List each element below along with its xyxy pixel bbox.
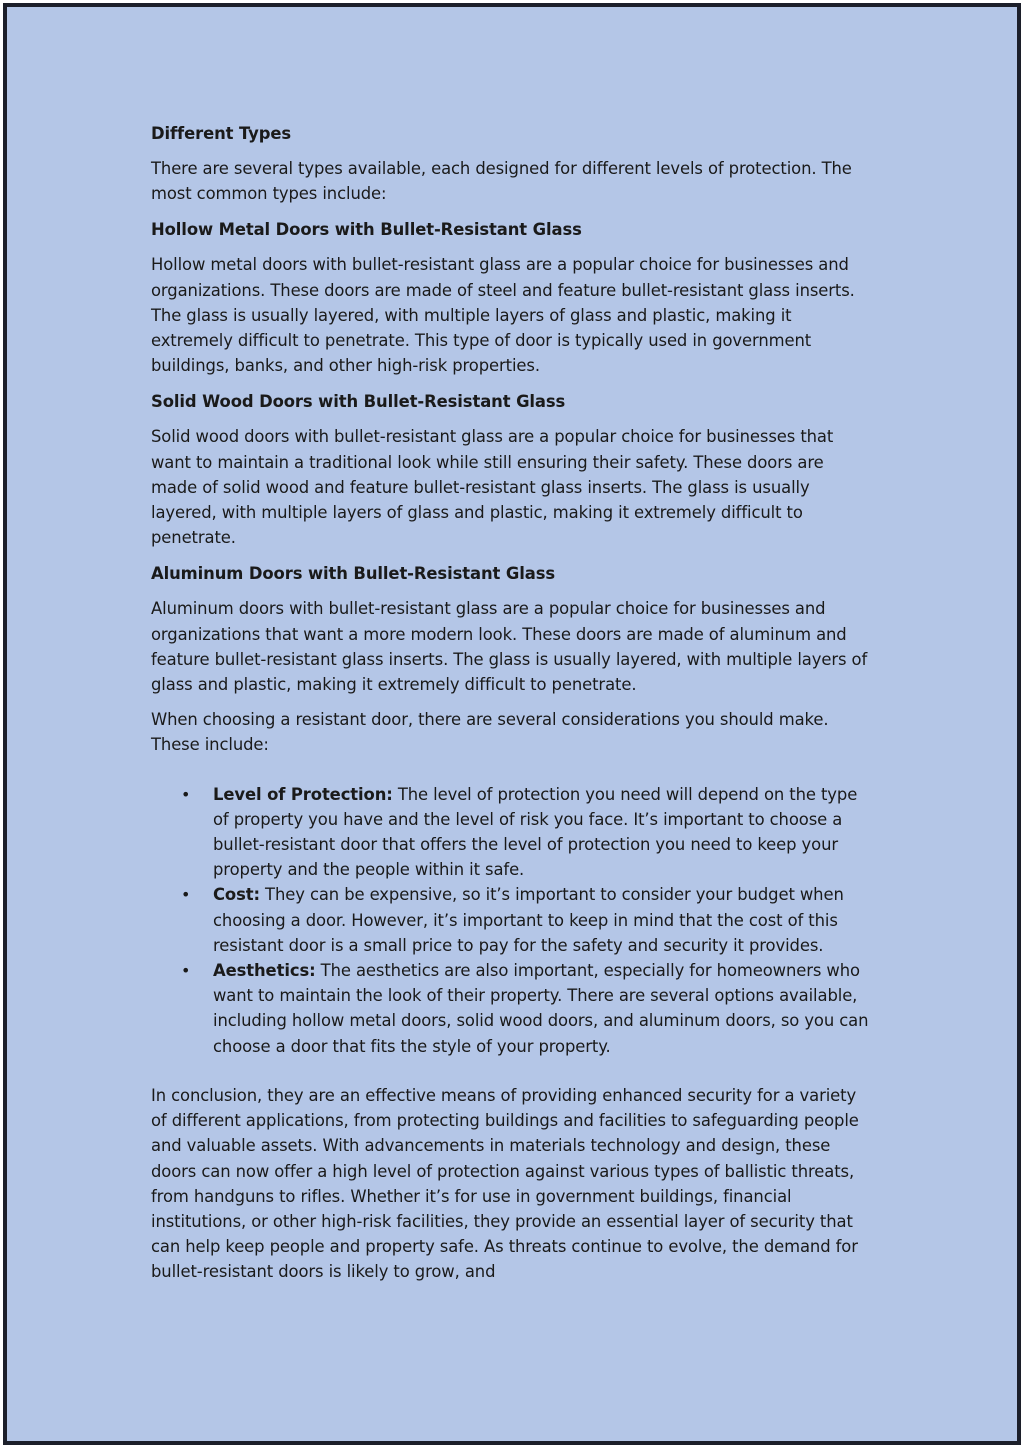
intro-paragraph: There are several types available, each designed for different levels of protection. The most common types include: (151, 159, 852, 204)
heading-different-types: Different Types (151, 124, 292, 143)
list-item-term: Level of Protection: (213, 784, 393, 804)
list-item-term: Cost: (213, 885, 260, 905)
aluminum-paragraph: Aluminum doors with bullet-resistant glass are a popular choice for businesses and organizations that want a more modern look. These doors are made of aluminum and feature bullet-resistant glass inserts. The glass is usually layered, with multiple layers of glass and plastic, making it extremely difficult to penetrate. (151, 599, 868, 695)
heading-aluminum: Aluminum Doors with Bullet-Resistant Glass (151, 564, 556, 584)
heading-solid-wood: Solid Wood Doors with Bullet-Resistant Glass (151, 392, 566, 412)
list-item-text: They can be expensive, so it’s important to consider your budget when choosing a door. However, it’s important to keep in mind that the cost of this resistant door is a small price to pay for the safety and security it provides. (213, 885, 844, 955)
bullet-icon: • (181, 784, 191, 804)
considerations-list (151, 782, 871, 1059)
hollow-metal-paragraph: Hollow metal doors with bullet-resistant glass are a popular choice for businesses and organizations. These doors are made of steel and feature bullet-resistant glass inserts. The glass is usually layered, with multiple layers of glass and plastic, making it extremely difficult to penetrate. This type of door is typically used in government buildings, banks, and other high-risk properties. (151, 255, 855, 376)
list-item (151, 958, 871, 1059)
heading-hollow-metal: Hollow Metal Doors with Bullet-Resistant Glass (151, 220, 582, 240)
bullet-icon: • (181, 961, 191, 981)
conclusion-paragraph: In conclusion, they are an effective means of providing enhanced security for a variety of different applications, from protecting buildings and facilities to safeguarding people and valuable assets. With advancements in materials technology and design, these doors can now offer a high level of protection against various types of ballistic threats, from handguns to rifles. Whether it’s for use in government buildings, financial institutions, or other high-risk facilities, they provide an essential layer of security that can help keep people and property safe. As threats continue to evolve, the demand for bullet-resistant doors is likely to grow, and (151, 1085, 859, 1282)
list-item-text: The level of protection you need will depend on the type of property you have and the level of risk you face. It’s important to choose a bullet-resistant door that offers the level of protection you need to keep your property and the people within it safe. (213, 784, 858, 880)
list-item-term: Aesthetics: (213, 961, 316, 981)
considerations-intro: When choosing a resistant door, there are several considerations you should make. These include: (151, 710, 829, 755)
list-item (151, 882, 871, 958)
solid-wood-paragraph: Solid wood doors with bullet-resistant glass are a popular choice for businesses that want to maintain a traditional look while still ensuring their safety. These doors are made of solid wood and feature bullet-resistant glass inserts. The glass is usually layered, with multiple layers of glass and plastic, making it extremely difficult to penetrate. (151, 427, 834, 548)
list-item (151, 782, 871, 883)
document-body (151, 121, 871, 1295)
list-item-text: The aesthetics are also important, especially for homeowners who want to maintain the look of their property. There are several options available, including hollow metal doors, solid wood doors, and aluminum doors, so you can choose a door that fits the style of your property. (213, 961, 869, 1056)
bullet-icon: • (181, 885, 191, 905)
